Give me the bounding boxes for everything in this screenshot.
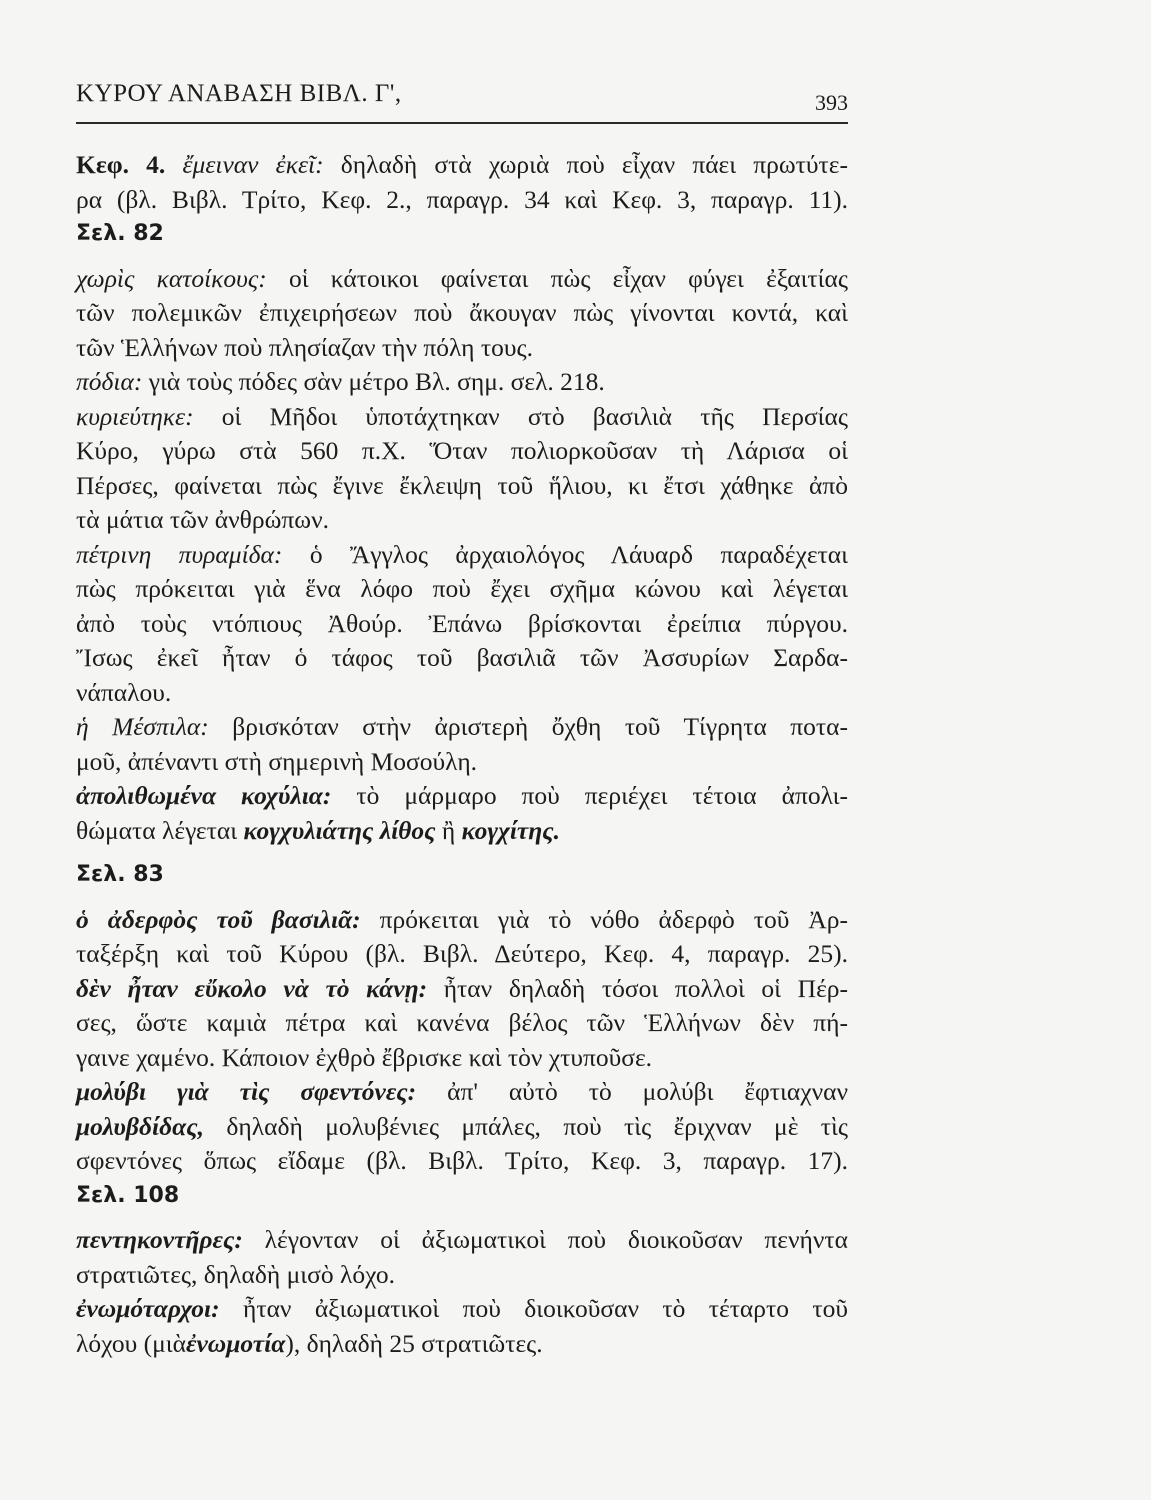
note-text: δηλαδὴ μολυβένιες μπάλες, ποὺ τὶς ἔριχναν μὲ τὶς: [226, 1111, 849, 1141]
note-line: [76, 1327, 848, 1362]
note-line: [76, 972, 848, 1007]
note-text: Κύρο, γύρω στὰ 560 π.Χ. Ὅταν πολιορκοῦσαν τὴ Λάρισα οἱ: [76, 436, 848, 465]
note-text: νάπαλου.: [76, 677, 172, 707]
note-line: [76, 676, 848, 711]
note-line: [76, 572, 848, 607]
note-line: [76, 503, 848, 538]
note-line: [76, 779, 848, 814]
lemma: ἡ Μέσπιλα:: [76, 712, 209, 741]
note-text: οἱ Μῆδοι ὑποτάχτηκαν στὸ βασιλιὰ τῆς Περσίας: [221, 401, 849, 431]
lemma: ἀπολιθωμένα κοχύλια:: [76, 781, 332, 810]
section-heading-108: Σελ. 108: [76, 1182, 180, 1208]
lemma: ὁ ἀδερφὸς τοῦ βασιλιᾶ:: [76, 904, 361, 934]
note-line: [76, 296, 848, 331]
note-text: ἦταν δηλαδὴ τόσοι πολλοὶ οἱ Πέρ-: [443, 973, 848, 1003]
note-text: γιὰ τοὺς πόδες σὰν μέτρο Βλ. σημ. σελ. 218.: [148, 367, 605, 396]
note-line: [76, 1258, 848, 1293]
lemma: πέτρινη πυραμίδα:: [76, 539, 283, 569]
note-text: ), δηλαδὴ 25 στρατιῶτες.: [285, 1328, 543, 1358]
note-text: βρισκόταν στὴν ἀριστερὴ ὄχθη τοῦ Τίγρητα ποτα-: [232, 712, 849, 741]
section-heading-83: Σελ. 83: [76, 862, 164, 887]
note-text: θώματα λέγεται: [76, 815, 238, 845]
note-line: [76, 1075, 848, 1110]
note-line: [76, 331, 848, 366]
lemma: ἐνωμόταρχοι:: [76, 1294, 220, 1323]
note-line: [76, 745, 848, 780]
note-line: [76, 1292, 848, 1327]
lemma: μολύβι γιὰ τὶς σφεντόνες:: [76, 1077, 417, 1106]
note-line: [76, 607, 848, 642]
note-text: ταξέρξη καὶ τοῦ Κύρου (βλ. Βιβλ. Δεύτερο, Κεφ. 4, παραγρ. 25).: [76, 939, 848, 968]
lemma: δὲν ἦταν εὔκολο νὰ τὸ κάνῃ:: [76, 973, 428, 1003]
note-text: μοῦ, ἀπέναντι στὴ σημερινὴ Μοσούλη.: [76, 746, 478, 776]
note-text: λόχου (μιὰ: [76, 1328, 187, 1358]
note-text: τὸ μάρμαρο ποὺ περιέχει τέτοια ἀπολι-: [356, 781, 849, 810]
note-line: [76, 1144, 848, 1179]
note-text: Πέρσες, φαίνεται πὼς ἔγινε ἔκλειψη τοῦ ἥλιου, κι ἔτσι χάθηκε ἀπὸ: [76, 470, 848, 500]
note-text: πρόκειται γιὰ τὸ νόθο ἀδερφὸ τοῦ Ἀρ-: [379, 904, 849, 934]
term-bold: κογχυλιάτης λίθος: [243, 815, 436, 845]
running-header: [76, 80, 848, 124]
commentary-body: [76, 148, 848, 1361]
note-text: οἱ κάτοικοι φαίνεται πὼς εἶχαν φύγει ἐξαιτίας: [288, 263, 848, 293]
note-text: τῶν Ἑλλήνων ποὺ πλησίαζαν τὴν πόλη τους.: [76, 332, 533, 362]
note-text: Ἴσως ἐκεῖ ἦταν ὁ τάφος τοῦ βασιλιᾶ τῶν Ἀσσυρίων Σαρδα-: [76, 643, 848, 672]
note-text: ἢ: [441, 815, 456, 845]
lemma: πόδια:: [76, 367, 143, 396]
note-text: ὁ Ἄγγλος ἀρχαιολόγος Λάυαρδ παραδέχεται: [309, 539, 849, 569]
lemma: χωρὶς κατοίκους:: [76, 263, 267, 293]
note-text: στρατιῶτες, δηλαδὴ μισὸ λόχο.: [76, 1259, 395, 1289]
note-line: [76, 937, 848, 972]
lemma: ἔμειναν ἐκεῖ:: [182, 150, 324, 179]
note-line: [76, 710, 848, 745]
note-line: [76, 148, 848, 183]
note-line: [76, 903, 848, 938]
note-text: σφεντόνες ὅπως εἴδαμε (βλ. Βιβλ. Τρίτο, Κεφ. 3, παραγρ. 17).: [76, 1146, 848, 1175]
note-text: ἦταν ἀξιωματικοὶ ποὺ διοικοῦσαν τὸ τέταρτο τοῦ: [242, 1294, 849, 1323]
note-line: [76, 262, 848, 297]
note-line: [76, 1110, 848, 1145]
chapter-ref: Κεφ. 4.: [76, 150, 166, 179]
note-text: τῶν πολεμικῶν ἐπιχειρήσεων ποὺ ἄκουγαν πὼς γίνονται κοντά, καὶ: [76, 298, 848, 327]
note-line: [76, 183, 848, 218]
term-bold: ἐνωμοτία: [186, 1328, 286, 1358]
page-number: 393: [815, 90, 848, 115]
note-text: ἀπ' αὐτὸ τὸ μολύβι ἔφτιαχναν: [447, 1077, 848, 1106]
note-text: σες, ὥστε καμιὰ πέτρα καὶ κανένα βέλος τῶν Ἑλλήνων δὲν πή-: [76, 1008, 848, 1037]
note-text: λέγονταν οἱ ἀξιωματικοὶ ποὺ διοικοῦσαν πενήντα: [264, 1225, 849, 1254]
note-line: [76, 814, 848, 849]
note-line: [76, 469, 848, 504]
note-text: δηλαδὴ στὰ χωριὰ ποὺ εἶχαν πάει πρωτύτε-: [340, 150, 848, 179]
note-text: ρα (βλ. Βιβλ. Τρίτο, Κεφ. 2., παραγρ. 34 καὶ Κεφ. 3, παραγρ. 11).: [76, 184, 848, 214]
lemma: κυριεύτηκε:: [76, 401, 194, 431]
running-title: ΚΥΡΟΥ ΑΝΑΒΑΣΗ ΒΙΒΛ. Γ',: [76, 80, 402, 107]
note-text: τὰ μάτια τῶν ἀνθρώπων.: [76, 505, 329, 534]
note-line: [76, 1006, 848, 1041]
note-line: [76, 538, 848, 573]
note-line: [76, 641, 848, 676]
section-heading-82: Σελ. 82: [76, 221, 164, 246]
term-bold: μολυβδίδας,: [76, 1111, 205, 1141]
note-text: ἀπὸ τοὺς ντόπιους Ἀθούρ. Ἐπάνω βρίσκονται ἐρείπια πύργου.: [76, 608, 848, 638]
note-line: [76, 1041, 848, 1076]
note-line: [76, 1223, 848, 1258]
note-line: [76, 400, 848, 435]
lemma: πεντηκοντῆρες:: [76, 1225, 243, 1254]
note-line: [76, 365, 848, 400]
note-text: γαινε χαμένο. Κάποιον ἐχθρὸ ἔβρισκε καὶ τὸν χτυποῦσε.: [76, 1042, 653, 1072]
term-bold: κογχίτης.: [461, 815, 560, 845]
note-text: πὼς πρόκειται γιὰ ἕνα λόφο ποὺ ἔχει σχῆμα κώνου καὶ λέγεται: [76, 574, 848, 603]
note-line: [76, 434, 848, 469]
